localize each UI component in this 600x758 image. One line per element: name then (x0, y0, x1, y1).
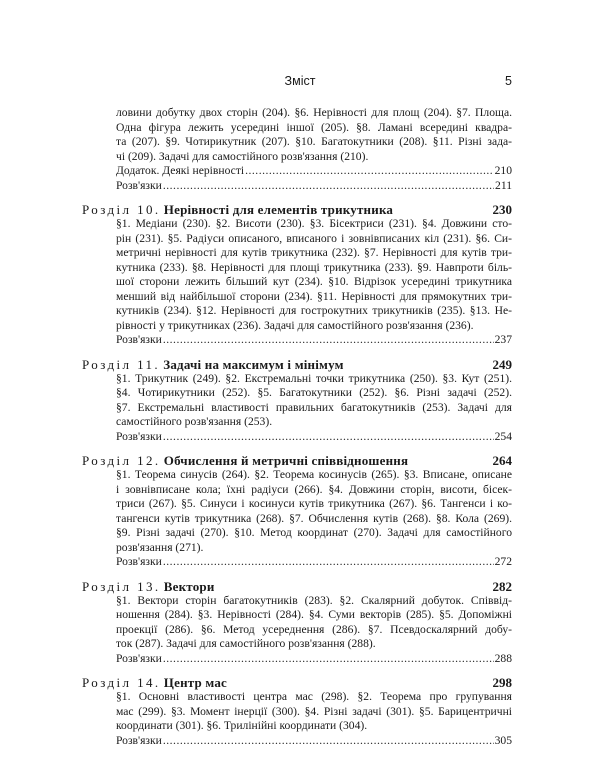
toc-entry-label: Розв'язки (116, 651, 162, 665)
toc-entry-page: 254 (494, 429, 512, 443)
chapter-page: 264 (492, 453, 512, 468)
toc-text-line: метричні нерівності для кутів трикутника (232). §7. Нерівності для кутів три- (116, 246, 512, 259)
toc-entry[interactable] (116, 430, 512, 445)
chapter-title: Центр мас (163, 675, 228, 690)
toc-entry[interactable] (116, 179, 512, 194)
toc-text-line: кутників (234). §12. Нерівності для гострокутних трикутників (235). §13. Не- (116, 304, 512, 317)
dot-leader (245, 164, 494, 179)
toc-entry[interactable] (116, 333, 512, 348)
toc-text-line: ношення (284). §3. Нерівності (284). §4. Суми векторів (285). §5. Допоміжні (116, 608, 512, 621)
chapter-label: Розділ 13. (82, 578, 161, 594)
chapter-heading[interactable] (82, 453, 512, 468)
toc-entry-page: 211 (495, 178, 512, 192)
toc-entry-page: 305 (494, 733, 512, 747)
toc-text-line: §1. Теорема синусів (264). §2. Теорема косинусів (265). §3. Вписане, описане (116, 468, 512, 481)
toc-text-line: і зовнівписане кола; їхні радіуси (266). §4. Довжини сторін, висоти, бісек- (116, 482, 512, 496)
toc-entry-label: Додаток. Деякі нерівності (116, 164, 245, 177)
toc-entry-label: Розв'язки (116, 429, 162, 443)
chapter-page: 230 (492, 202, 512, 217)
chapter-entry (82, 202, 512, 348)
toc-text-line: §1. Основні властивості центра мас (298). §2. Теорема про групування (116, 690, 512, 703)
page-number: 5 (505, 74, 512, 88)
chapter-contents (116, 468, 512, 570)
chapter-title: Обчислення й метричні співвідношення (163, 453, 409, 468)
toc-text-line: ловини добутку двох сторін (204). §6. Нерівності для площ (204). §7. Площа. (116, 106, 512, 119)
intro-continuation (82, 106, 512, 193)
chapter-heading-text (82, 453, 408, 468)
toc-text-line: менший від найбільшої сторони (234). §11. Нерівності для прямокутних три- (116, 289, 512, 303)
toc-text-line: §1. Вектори сторін багатокутників (283). §2. Скалярний добуток. Співвід- (116, 593, 512, 607)
toc-entry-label: Розв'язки (116, 333, 162, 346)
toc-text-line: та (207). §9. Чотирикутник (207). §10. Багатокутники (208). §11. Різні зада- (116, 135, 512, 148)
toc-text-line: §9. Різні задачі (270). §10. Метод координат (270). Задачі для самостійного (116, 526, 512, 539)
toc-entry-page: 237 (494, 333, 512, 346)
chapter-contents (116, 372, 512, 445)
dot-leader (163, 179, 494, 194)
chapter-heading-text (82, 579, 215, 594)
toc-text-line: §7. Екстремальні властивості правильних багатокутників (253). Задачі для (116, 400, 512, 414)
chapter-entry (82, 579, 512, 667)
toc-text-line: ток (287). Задачі для самостійного розв'язання (288). (116, 637, 376, 650)
toc-text-line: §4. Чотирикутники (252). §5. Багатокутники (252). §6. Різні задачі (252). (116, 386, 512, 399)
toc-entry[interactable] (116, 652, 512, 667)
chapter-heading-text (82, 202, 393, 217)
dot-leader (163, 652, 494, 667)
chapter-heading[interactable] (82, 579, 512, 594)
toc-entry-label: Розв'язки (116, 178, 162, 192)
toc-text-line: проекції (286). §6. Метод усереднення (286). §7. Псевдоскалярний добу- (116, 622, 512, 636)
toc-text-line: кутника (233). §8. Нерівності для площі трикутника (233). §9. Навпроти біль- (116, 260, 512, 274)
toc-text-line: рівності у трикутниках (236). Задачі для самостійного розв'язання (236). (116, 318, 474, 332)
chapter-title: Вектори (163, 578, 215, 594)
chapter-contents (116, 217, 512, 348)
toc-text-line: триси (267). §5. Синуси і косинуси кутів трикутника (267). §6. Тангенси і ко- (116, 497, 512, 510)
chapter-label: Розділ 10. (82, 202, 161, 217)
toc-text-line: шої сторони лежить більший кут (234). §10. Відрізок усередині трикутника (116, 275, 512, 288)
chapter-heading-text (82, 357, 344, 372)
dot-leader (163, 734, 494, 749)
chapter-page: 249 (492, 356, 512, 372)
toc-entry[interactable] (116, 164, 512, 179)
toc-text-line: координати (301). §6. Трилінійні координати (304). (116, 719, 368, 732)
chapter-label: Розділ 11. (82, 356, 161, 372)
toc-entry-page: 272 (494, 555, 512, 568)
toc-entry[interactable] (116, 555, 512, 570)
toc-text-line: мас (299). §3. Момент інерції (300). §4. Різні задачі (301). §5. Барицентричні (116, 704, 512, 718)
toc-entry[interactable] (116, 734, 512, 749)
dot-leader (163, 430, 494, 445)
chapter-label: Розділ 14. (82, 675, 161, 690)
chapter-heading-text (82, 675, 227, 690)
chapter-heading[interactable] (82, 202, 512, 217)
toc-entry-page: 288 (494, 651, 512, 665)
chapter-entry (82, 357, 512, 445)
toc-text-line: самостійного розв'язання (253). (116, 415, 273, 428)
toc-entry-label: Розв'язки (116, 733, 162, 747)
chapter-title: Нерівності для елементів трикутника (163, 202, 394, 217)
dot-leader (163, 555, 494, 570)
chapter-page: 298 (492, 675, 512, 690)
dot-leader (163, 333, 494, 348)
chapter-entry (82, 453, 512, 570)
chapter-entry (82, 675, 512, 748)
toc-text-line: рін (231). §5. Радіуси описаного, вписаного і зовнівписаних кіл (231). §6. Си- (116, 231, 512, 245)
chapter-heading[interactable] (82, 357, 512, 372)
chapter-title: Задачі на максимум і мінімум (163, 356, 344, 372)
table-of-contents (82, 106, 512, 757)
chapter-contents (116, 594, 512, 667)
toc-entry-label: Розв'язки (116, 555, 162, 568)
chapter-contents (116, 690, 512, 748)
toc-text-line: §1. Медіани (230). §2. Висоти (230). §3. Бісектриси (231). §4. Довжини сто- (116, 217, 512, 230)
toc-text-line: розв'язання (271). (116, 540, 204, 554)
toc-text-line: тангенси кутів трикутника (268). §7. Обчислення кутів (268). §8. Кола (269). (116, 511, 512, 525)
chapter-label: Розділ 12. (82, 453, 161, 468)
toc-entry-page: 210 (494, 164, 512, 177)
page-header-title: Зміст (284, 74, 316, 88)
toc-text-line: чі (209). Задачі для самостійного розв'язання (210). (116, 149, 369, 163)
chapter-heading[interactable] (82, 675, 512, 690)
toc-text-line: §1. Трикутник (249). §2. Екстремальні точки трикутника (250). §3. Кут (251). (116, 371, 512, 385)
chapter-page: 282 (492, 578, 512, 594)
toc-text-line: Одна фігура лежить усередині іншої (205). §8. Ламані всередині квадра- (116, 120, 512, 134)
